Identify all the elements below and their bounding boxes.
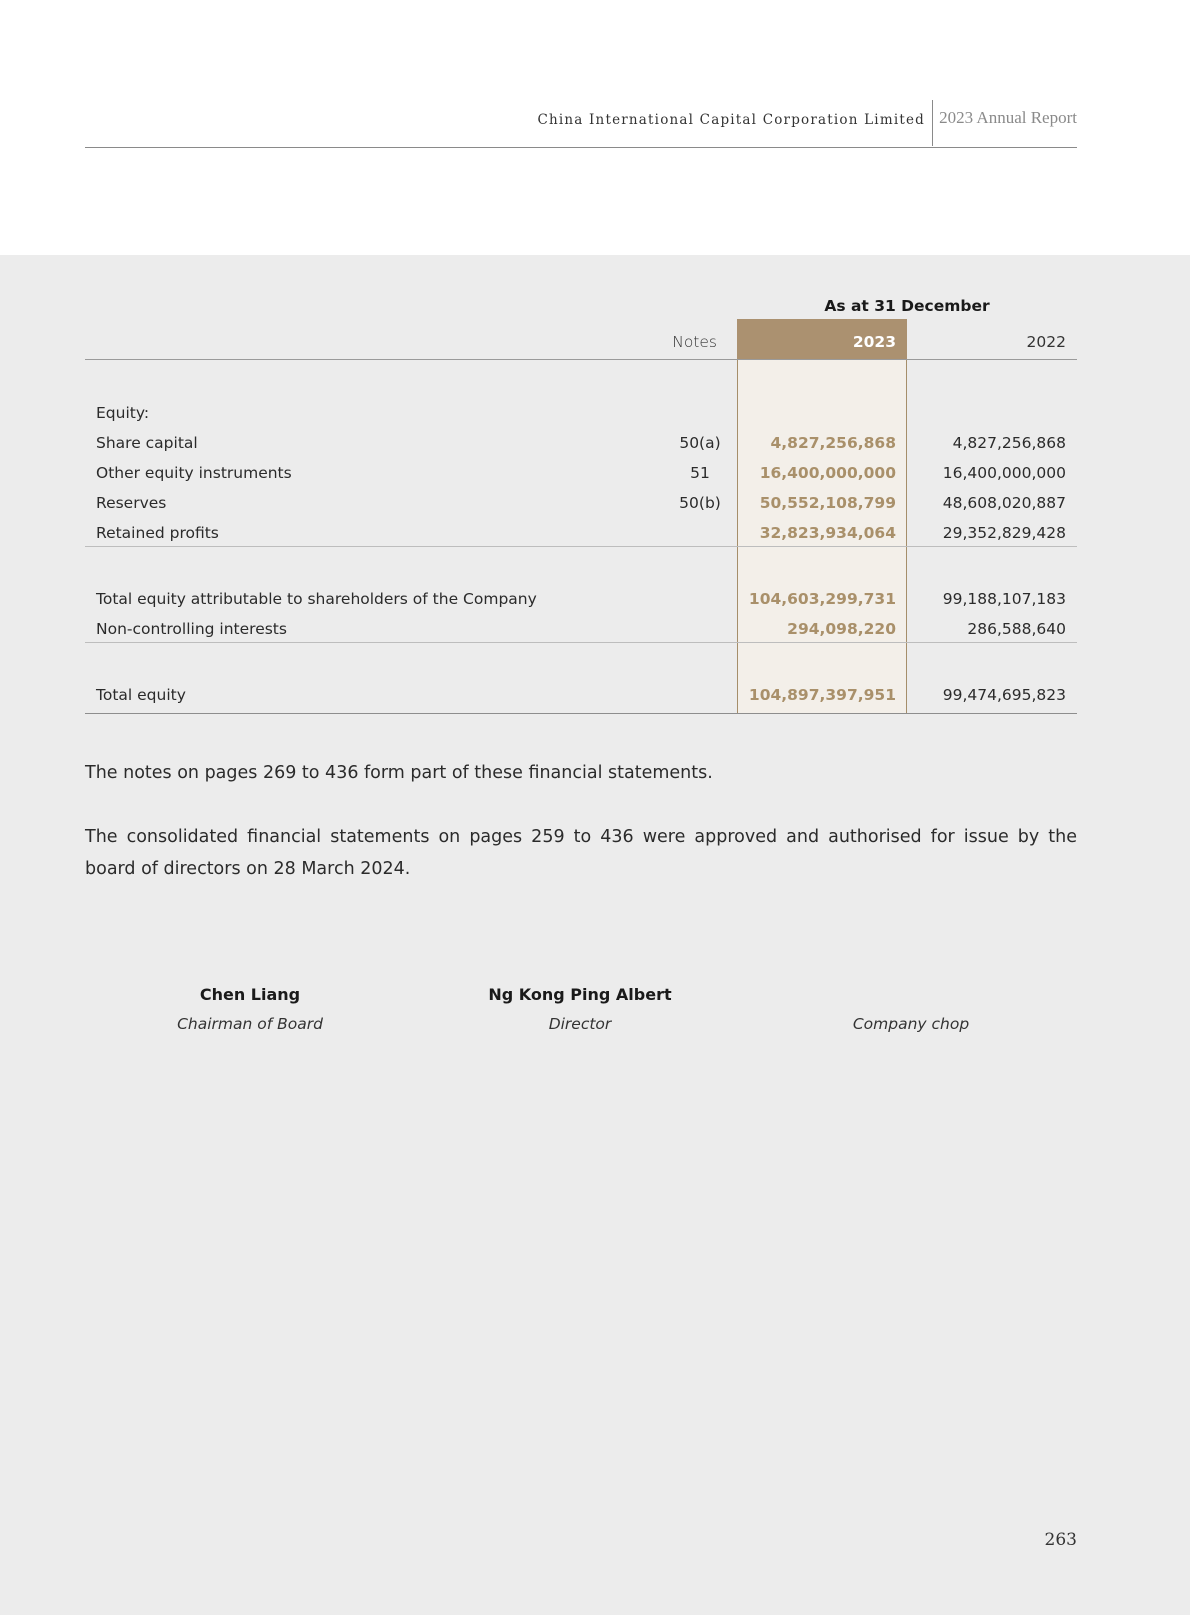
row-value-2023: 4,827,256,868	[770, 434, 896, 452]
subtotal-rule	[85, 642, 1077, 643]
page-number: 263	[1044, 1530, 1077, 1550]
page-header	[85, 98, 1077, 148]
row-label: Other equity instruments	[96, 464, 292, 482]
row-note: 51	[690, 464, 710, 482]
row-value-2023: 294,098,220	[787, 620, 896, 638]
row-value-2022: 286,588,640	[967, 620, 1066, 638]
row-value-2023: 16,400,000,000	[759, 464, 896, 482]
table-row	[85, 615, 1077, 645]
signatory-name	[781, 985, 1041, 1015]
company-chop	[781, 985, 1041, 1033]
signatory-name: Chen Liang	[199, 985, 301, 1004]
row-value-2022: 16,400,000,000	[942, 464, 1066, 482]
signature-chairman	[120, 985, 380, 1033]
row-label: Total equity	[96, 686, 186, 704]
row-label: Non-controlling interests	[96, 620, 287, 638]
notes-statement: The notes on pages 269 to 436 form part of these financial statements.	[85, 763, 713, 783]
table-header-row	[85, 319, 1077, 360]
header-2022: 2022	[1026, 333, 1066, 351]
row-label: Share capital	[96, 434, 198, 452]
row-label: Total equity attributable to shareholders of the Company	[96, 590, 537, 608]
as-at-heading: As at 31 December	[824, 297, 990, 315]
table-row	[85, 429, 1077, 459]
table-row	[85, 459, 1077, 489]
row-value-2022: 99,188,107,183	[942, 590, 1066, 608]
company-name: China International Capital Corporation Limited	[537, 112, 925, 128]
row-note: 50(a)	[679, 434, 721, 452]
row-label: Retained profits	[96, 524, 219, 542]
row-label: Reserves	[96, 494, 167, 512]
row-value-2023: 104,897,397,951	[748, 686, 896, 704]
table-row	[85, 489, 1077, 519]
row-value-2023: 32,823,934,064	[759, 524, 896, 542]
signatory-name: Ng Kong Ping Albert	[488, 985, 672, 1004]
table-row	[85, 585, 1077, 615]
row-value-2022: 29,352,829,428	[942, 524, 1066, 542]
row-note: 50(b)	[679, 494, 721, 512]
table-row	[85, 681, 1077, 711]
row-value-2022: 48,608,020,887	[942, 494, 1066, 512]
total-rule	[85, 713, 1077, 714]
table-row	[85, 399, 1077, 429]
table-row	[85, 519, 1077, 549]
signatory-role: Company chop	[852, 1015, 970, 1033]
signatory-role: Chairman of Board	[177, 1015, 323, 1033]
header-2023: 2023	[852, 333, 896, 351]
row-value-2022: 99,474,695,823	[942, 686, 1066, 704]
report-title: 2023 Annual Report	[939, 108, 1077, 127]
header-divider	[932, 100, 933, 146]
row-value-2023: 104,603,299,731	[748, 590, 896, 608]
row-label: Equity:	[96, 404, 150, 422]
approval-statement: The consolidated financial statements on pages 259 to 436 were approved and authorised for issue by the board of directors on 28 March 2024.	[85, 827, 1077, 879]
subtotal-rule	[85, 546, 1077, 547]
row-value-2022: 4,827,256,868	[952, 434, 1066, 452]
row-value-2023: 50,552,108,799	[759, 494, 896, 512]
signature-director	[450, 985, 710, 1033]
signatory-role: Director	[548, 1015, 612, 1033]
header-notes: Notes	[672, 333, 717, 351]
